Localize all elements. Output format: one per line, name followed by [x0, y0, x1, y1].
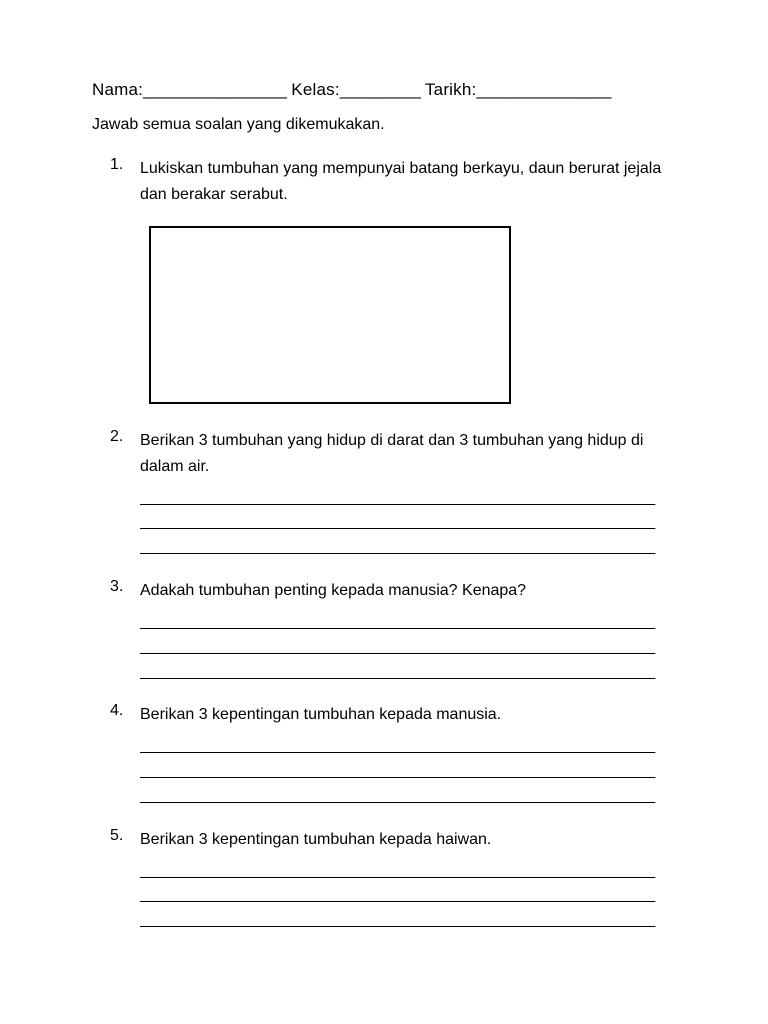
answer-line[interactable]: ______________________________________________________________: [140, 662, 655, 680]
answer-line[interactable]: ______________________________________________________________: [140, 861, 655, 879]
question-item-4: [92, 702, 673, 808]
question-text-3: Adakah tumbuhan penting kepada manusia? Kenapa?: [140, 582, 527, 600]
question-number-5: 5.: [110, 826, 124, 844]
question-number-1: 1.: [110, 156, 124, 173]
class-blank[interactable]: _________: [339, 80, 421, 99]
drawing-answer-box[interactable]: [149, 226, 511, 404]
answer-lines-5[interactable]: [140, 859, 673, 933]
answer-lines-3[interactable]: [140, 610, 673, 684]
instruction-text: Jawab semua soalan yang dikemukakan.: [92, 116, 385, 133]
question-text-4: Berikan 3 kepentingan tumbuhan kepada manusia.: [140, 706, 502, 724]
date-blank[interactable]: _______________: [476, 80, 611, 99]
question-item-5: [92, 827, 673, 933]
name-blank[interactable]: ________________: [143, 80, 287, 99]
student-info-header: [92, 80, 673, 100]
answer-line[interactable]: ______________________________________________________________: [140, 488, 655, 506]
answer-lines-2[interactable]: [140, 486, 673, 560]
answer-lines-4[interactable]: [140, 734, 673, 808]
question-number-4: 4.: [110, 702, 124, 720]
question-text-1: Lukiskan tumbuhan yang mempunyai batang berkayu, daun berurat jejala dan berakar serabut.: [140, 160, 662, 203]
answer-line[interactable]: ______________________________________________________________: [140, 637, 655, 655]
question-list: [92, 156, 673, 933]
question-item-2: [92, 428, 673, 560]
question-number-3: 3.: [110, 578, 124, 596]
answer-line[interactable]: ______________________________________________________________: [140, 612, 655, 630]
answer-line[interactable]: ______________________________________________________________: [140, 786, 655, 804]
answer-line[interactable]: ______________________________________________________________: [140, 513, 655, 531]
answer-line[interactable]: ______________________________________________________________: [140, 762, 655, 780]
date-label: Tarikh:: [424, 80, 477, 99]
answer-line[interactable]: ______________________________________________________________: [140, 911, 655, 929]
question-item-1: [92, 156, 673, 208]
name-label: Nama:: [92, 80, 144, 99]
answer-line[interactable]: ______________________________________________________________: [140, 886, 655, 904]
question-text-2: Berikan 3 tumbuhan yang hidup di darat dan 3 tumbuhan yang hidup di dalam air.: [140, 431, 644, 475]
question-item-3: [92, 578, 673, 684]
answer-line[interactable]: ______________________________________________________________: [140, 538, 655, 556]
question-number-2: 2.: [110, 427, 124, 445]
class-label: Kelas:: [291, 80, 340, 99]
answer-line[interactable]: ______________________________________________________________: [140, 737, 655, 755]
question-text-5: Berikan 3 kepentingan tumbuhan kepada haiwan.: [140, 830, 492, 848]
